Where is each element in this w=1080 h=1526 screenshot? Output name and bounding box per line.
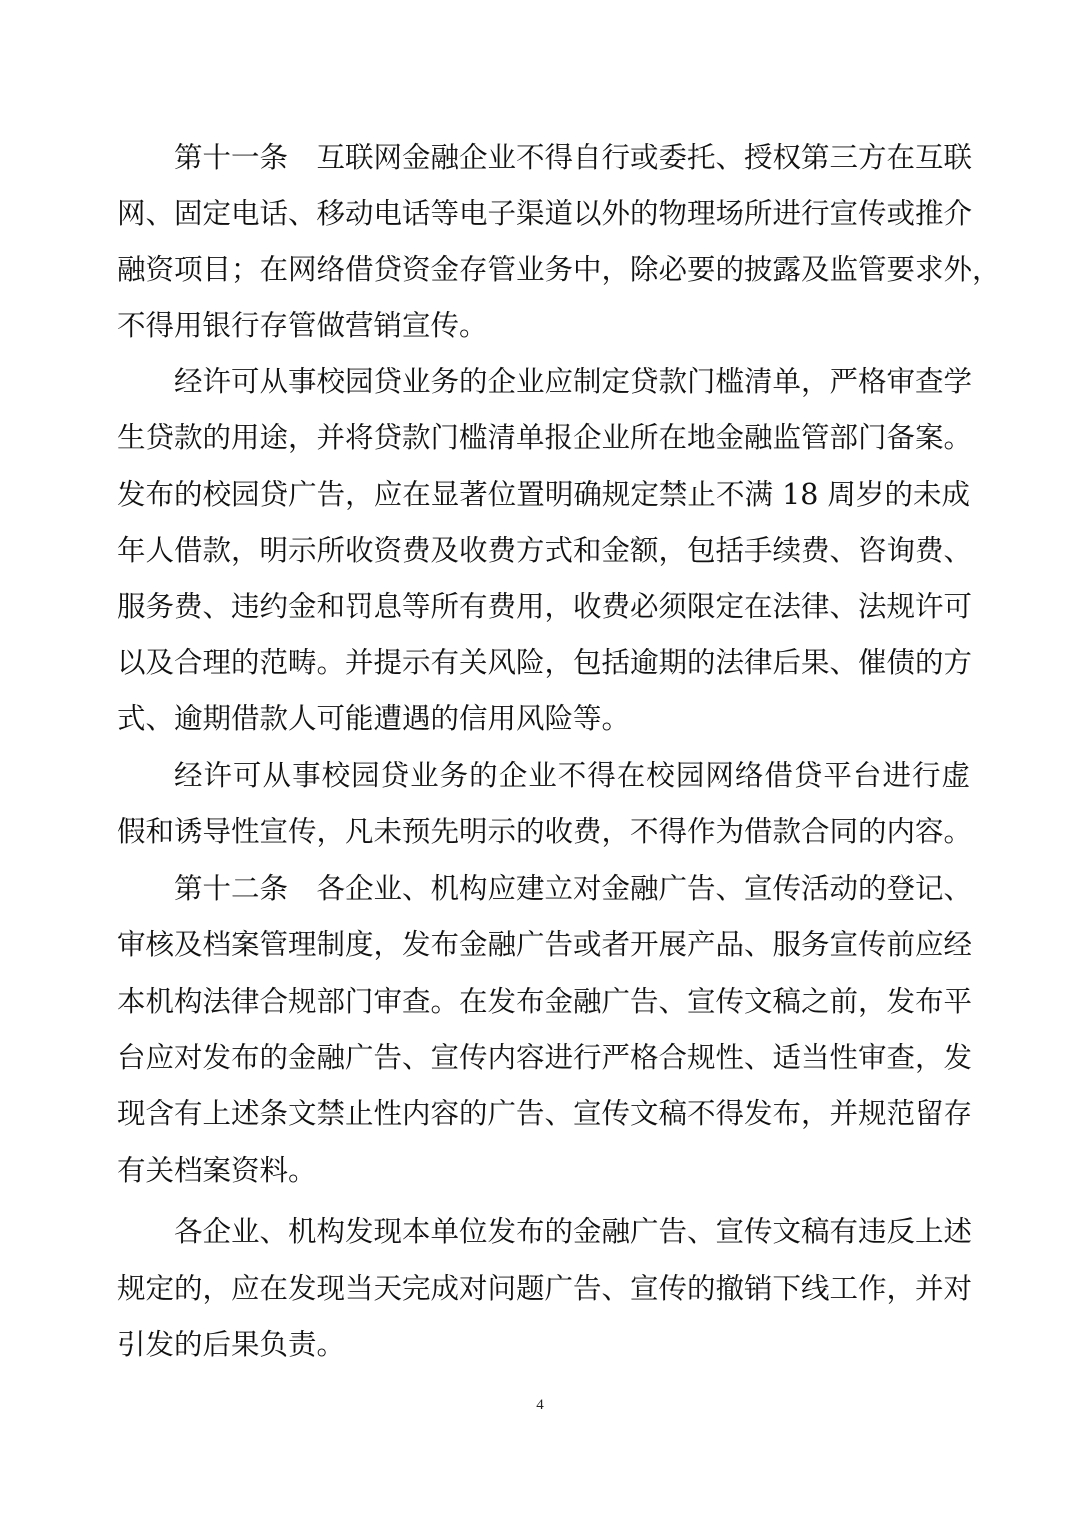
text-line: 假和诱导性宣传，凡未预先明示的收费，不得作为借款合同的内容。 xyxy=(117,815,973,848)
text-line: 规定的，应在发现当天完成对问题广告、宣传的撤销下线工作，并对 xyxy=(117,1272,973,1305)
text-line: 审核及档案管理制度，发布金融广告或者开展产品、服务宣传前应经 xyxy=(117,928,973,961)
text-line: 融资项目；在网络借贷资金存管业务中，除必要的披露及监管要求外， xyxy=(117,253,1001,286)
text-line: 网、固定电话、移动电话等电子渠道以外的物理场所进行宣传或推介 xyxy=(117,197,973,230)
text-line: 生贷款的用途，并将贷款门槛清单报企业所在地金融监管部门备案。 xyxy=(117,421,973,454)
text-line: 现含有上述条文禁止性内容的广告、宣传文稿不得发布，并规范留存 xyxy=(117,1097,973,1130)
page-number: 4 xyxy=(536,1397,544,1413)
text-line: 有关档案资料。 xyxy=(117,1154,317,1187)
text-line: 年人借款，明示所收资费及收费方式和金额，包括手续费、咨询费、 xyxy=(117,534,973,567)
text-line: 式、逾期借款人可能遭遇的信用风险等。 xyxy=(117,702,631,735)
text-line: 以及合理的范畴。并提示有关风险，包括逾期的法律后果、催债的方 xyxy=(117,646,973,679)
text-line: 第十二条 各企业、机构应建立对金融广告、宣传活动的登记、 xyxy=(174,872,973,905)
text-line: 经许可从事校园贷业务的企业不得在校园网络借贷平台进行虚 xyxy=(174,759,970,792)
text-line: 引发的后果负责。 xyxy=(117,1328,346,1361)
text-line: 经许可从事校园贷业务的企业应制定贷款门槛清单，严格审查学 xyxy=(174,365,973,398)
text-line: 各企业、机构发现本单位发布的金融广告、宣传文稿有违反上述 xyxy=(174,1215,973,1248)
text-line: 服务费、违约金和罚息等所有费用，收费必须限定在法律、法规许可 xyxy=(117,590,973,623)
text-line: 本机构法律合规部门审查。在发布金融广告、宣传文稿之前，发布平 xyxy=(117,985,973,1018)
text-line: 第十一条 互联网金融企业不得自行或委托、授权第三方在互联 xyxy=(174,141,973,174)
text-line: 台应对发布的金融广告、宣传内容进行严格合规性、适当性审查，发 xyxy=(117,1041,973,1074)
text-line: 不得用银行存管做营销宣传。 xyxy=(117,309,488,342)
text-line: 发布的校园贷广告，应在显著位置明确规定禁止不满 18 周岁的未成 xyxy=(117,478,970,511)
